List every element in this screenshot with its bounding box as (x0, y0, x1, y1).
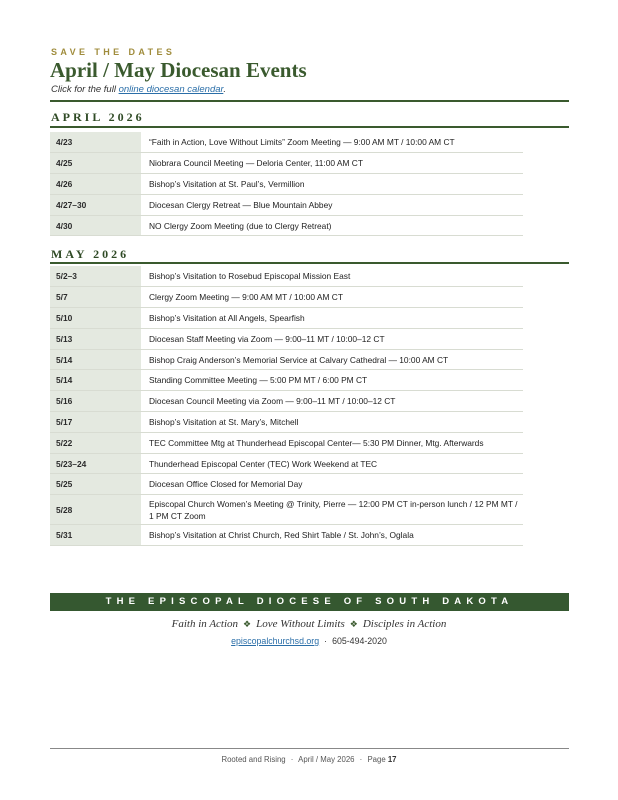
website-link[interactable]: episcopalchurchsd.org (231, 636, 320, 646)
event-description: Episcopal Church Women’s Meeting @ Trinity, Pierre — 12:00 PM CT in-person lunch / 12 PM MT / 1 PM CT Zoom (141, 495, 523, 525)
subtitle-suffix: . (223, 84, 226, 95)
event-description: Bishop’s Visitation at St. Mary’s, Mitchell (141, 412, 523, 433)
april-heading: APRIL 2026 (51, 110, 145, 124)
event-description: Standing Committee Meeting — 5:00 PM MT / 6:00 PM CT (141, 370, 523, 391)
contact-line (0, 636, 618, 646)
may-event-row (50, 266, 523, 287)
event-description: Bishop Craig Anderson’s Memorial Service at Calvary Cathedral — 10:00 AM CT (141, 349, 523, 370)
event-description: Diocesan Staff Meeting via Zoom — 9:00–11 MT / 10:00–12 CT (141, 328, 523, 349)
contact-separator: · (324, 636, 328, 646)
may-event-row (50, 412, 523, 433)
page-footer (0, 755, 618, 764)
event-date: 5/22 (50, 432, 141, 453)
event-date: 5/28 (50, 495, 141, 525)
may-event-row (50, 453, 523, 474)
footer-issue: April / May 2026 (298, 755, 355, 764)
tagline-part-1: Faith in Action (171, 618, 239, 630)
may-divider (50, 262, 569, 264)
may-event-row (50, 328, 523, 349)
event-date: 5/14 (50, 349, 141, 370)
event-date: 5/23–24 (50, 453, 141, 474)
footer-separator-1: · (290, 755, 294, 764)
event-description: TEC Committee Mtg at Thunderhead Episcopal Center— 5:30 PM Dinner, Mtg. Afterwards (141, 432, 523, 453)
phone-number: 605-494-2020 (332, 636, 387, 646)
event-date: 4/30 (50, 215, 141, 236)
event-date: 5/31 (50, 525, 141, 546)
event-date: 5/25 (50, 474, 141, 495)
event-description: Bishop’s Visitation at St. Paul’s, Vermillion (141, 174, 523, 195)
tagline-separator-1: ❖ (243, 619, 252, 629)
april-events-table (50, 132, 523, 236)
event-description: Bishop’s Visitation at All Angels, Spearfish (141, 308, 523, 329)
may-event-row (50, 391, 523, 412)
tagline-separator-2: ❖ (349, 619, 358, 629)
event-date: 5/14 (50, 370, 141, 391)
event-description: Diocesan Office Closed for Memorial Day (141, 474, 523, 495)
event-date: 5/10 (50, 308, 141, 329)
may-event-row (50, 308, 523, 329)
event-date: 5/2–3 (50, 266, 141, 287)
subtitle-prefix: Click for the full (51, 84, 119, 95)
may-event-row (50, 525, 523, 546)
april-event-row (50, 132, 523, 153)
tagline (0, 618, 618, 630)
may-event-row (50, 370, 523, 391)
april-event-row (50, 215, 523, 236)
event-description: Diocesan Clergy Retreat — Blue Mountain Abbey (141, 194, 523, 215)
event-description: Niobrara Council Meeting — Deloria Center, 11:00 AM CT (141, 153, 523, 174)
footer-page-label: Page (367, 755, 386, 764)
event-date: 5/16 (50, 391, 141, 412)
event-description: Bishop’s Visitation to Rosebud Episcopal Mission East (141, 266, 523, 287)
footer-publication: Rooted and Rising (221, 755, 286, 764)
may-event-row (50, 432, 523, 453)
event-date: 4/25 (50, 153, 141, 174)
tagline-part-3: Disciples in Action (362, 618, 447, 630)
april-event-row (50, 174, 523, 195)
event-description: Clergy Zoom Meeting — 9:00 AM MT / 10:00 AM CT (141, 287, 523, 308)
event-date: 5/7 (50, 287, 141, 308)
header-divider (50, 100, 569, 102)
calendar-link[interactable]: online diocesan calendar (118, 84, 224, 95)
april-divider (50, 126, 569, 128)
may-heading: MAY 2026 (51, 247, 130, 261)
may-events-table (50, 266, 523, 546)
event-date: 5/13 (50, 328, 141, 349)
event-description: “Faith in Action, Love Without Limits” Zoom Meeting — 9:00 AM MT / 10:00 AM CT (141, 132, 523, 153)
event-date: 4/27–30 (50, 194, 141, 215)
may-event-row (50, 349, 523, 370)
footer-divider (50, 748, 569, 749)
page-title: April / May Diocesan Events (50, 58, 307, 82)
may-event-row (50, 495, 523, 525)
event-description: Thunderhead Episcopal Center (TEC) Work Weekend at TEC (141, 453, 523, 474)
diocese-banner: THE EPISCOPAL DIOCESE OF SOUTH DAKOTA (50, 593, 569, 611)
event-date: 4/23 (50, 132, 141, 153)
may-event-row (50, 474, 523, 495)
footer-page-number: 17 (387, 755, 397, 764)
event-date: 4/26 (50, 174, 141, 195)
april-event-row (50, 153, 523, 174)
subtitle (51, 84, 226, 95)
event-description: Bishop’s Visitation at Christ Church, Red Shirt Table / St. John’s, Oglala (141, 525, 523, 546)
footer-separator-2: · (359, 755, 363, 764)
april-event-row (50, 194, 523, 215)
eyebrow-label: SAVE THE DATES (51, 47, 176, 57)
event-date: 5/17 (50, 412, 141, 433)
may-event-row (50, 287, 523, 308)
tagline-part-2: Love Without Limits (256, 618, 345, 630)
event-description: Diocesan Council Meeting via Zoom — 9:00–11 MT / 10:00–12 CT (141, 391, 523, 412)
event-description: NO Clergy Zoom Meeting (due to Clergy Retreat) (141, 215, 523, 236)
